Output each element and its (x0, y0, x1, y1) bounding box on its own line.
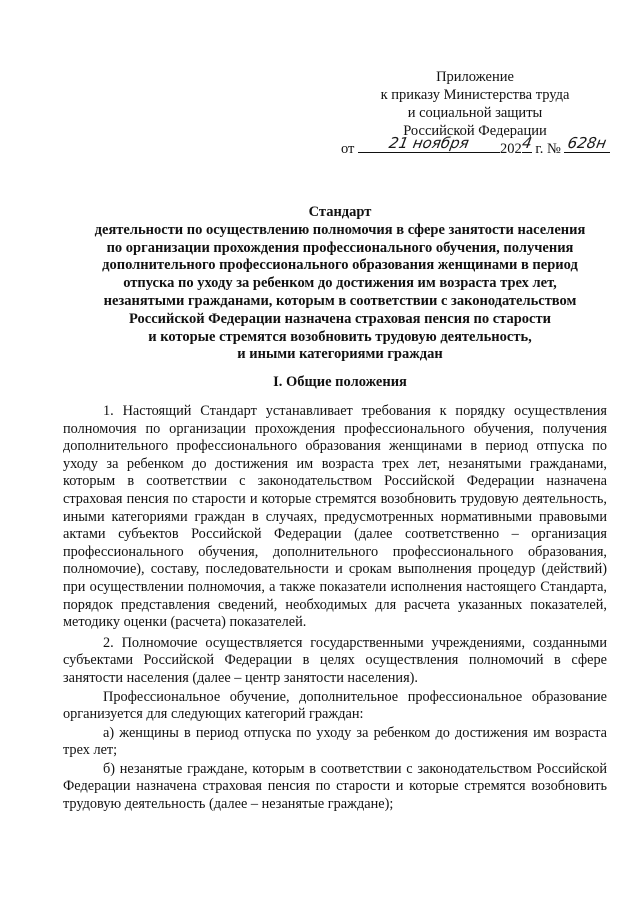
section-title: I. Общие положения (273, 374, 407, 390)
paragraph-3: Профессиональное обучение, дополнительное профессиональное образование организуется для следующих категорий граждан: (63, 688, 607, 723)
order-prefix: от (341, 141, 355, 157)
handwritten-year: 4 (520, 134, 534, 152)
title-line: Российской Федерации назначена страховая пенсия по старости (129, 310, 551, 327)
document-body (63, 403, 607, 815)
document-title (60, 204, 620, 364)
annex-line-2: к приказу Министерства труда (380, 87, 570, 103)
handwritten-date: 21 ноября (387, 134, 471, 152)
title-line: и которые стремятся возобновить трудовую деятельность, (148, 328, 532, 345)
title-line: дополнительного профессионального образования женщинами в период (102, 257, 578, 274)
title-line: и иными категориями граждан (237, 346, 443, 363)
title-heading: Стандарт (308, 204, 372, 220)
list-item-b: б) незанятые граждане, которым в соответствии с законодательством Российской Федерации назначена страховая пенсия по старости и которые стремятся возобновить трудовую деятельность (далее – незанятые граждане); (63, 760, 607, 813)
title-line: незанятыми гражданами, которым в соответствии с законодательством (103, 292, 577, 309)
annex-line-4: Российской Федерации (403, 123, 547, 139)
title-line: отпуска по уходу за ребенком до достижения им возраста трех лет, (123, 275, 557, 292)
list-item-a: а) женщины в период отпуска по уходу за ребенком до достижения им возраста трех лет; (63, 724, 607, 759)
annex-header (340, 68, 610, 140)
paragraph-2: 2. Полномочие осуществляется государственными учреждениями, созданными субъектами Российской Федерации в целях осуществления полномочий в сфере занятости населения (далее – центр занятости населения). (63, 634, 607, 686)
title-line: по организации прохождения профессионального обучения, получения (106, 239, 574, 256)
paragraph-1: 1. Настоящий Стандарт устанавливает требования к порядку осуществления полномочия по организации прохождения профессионального обучения, получения дополнительного профессионального образования женщинами в период отпуска по уходу за ребенком до достижения им возраста трех лет, незанятыми гражданами, которым в соответствии с законодательством Российской Федерации назначена страховая пенсия по старости и которые стремятся возобновить трудовую деятельность, иными категориями граждан в случаях, предусмотренных нормативными правовыми актами субъектов Российской Федерации (далее соответственно – организация профессионального обучения, дополнительного профессионального образования, полномочие), составу, последовательности и срокам выполнения процедур (действий) при осуществлении полномочия, а также показатели исполнения настоящего Стандарта, порядок представления сведений, необходимых для расчета указанных показателей, методику оценки (расчета) показателей. (63, 403, 607, 631)
handwritten-number: 628н (566, 134, 609, 152)
annex-line-1: Приложение (436, 69, 514, 85)
year-blank (520, 134, 534, 153)
year-prefix: 202 (500, 141, 522, 157)
date-blank (358, 134, 500, 153)
title-line: деятельности по осуществлению полномочия в сфере занятости населения (94, 221, 586, 238)
number-blank (564, 134, 610, 153)
annex-line-3: и социальной защиты (407, 105, 543, 121)
order-date-line (341, 134, 610, 159)
number-label: г. № (535, 141, 561, 157)
